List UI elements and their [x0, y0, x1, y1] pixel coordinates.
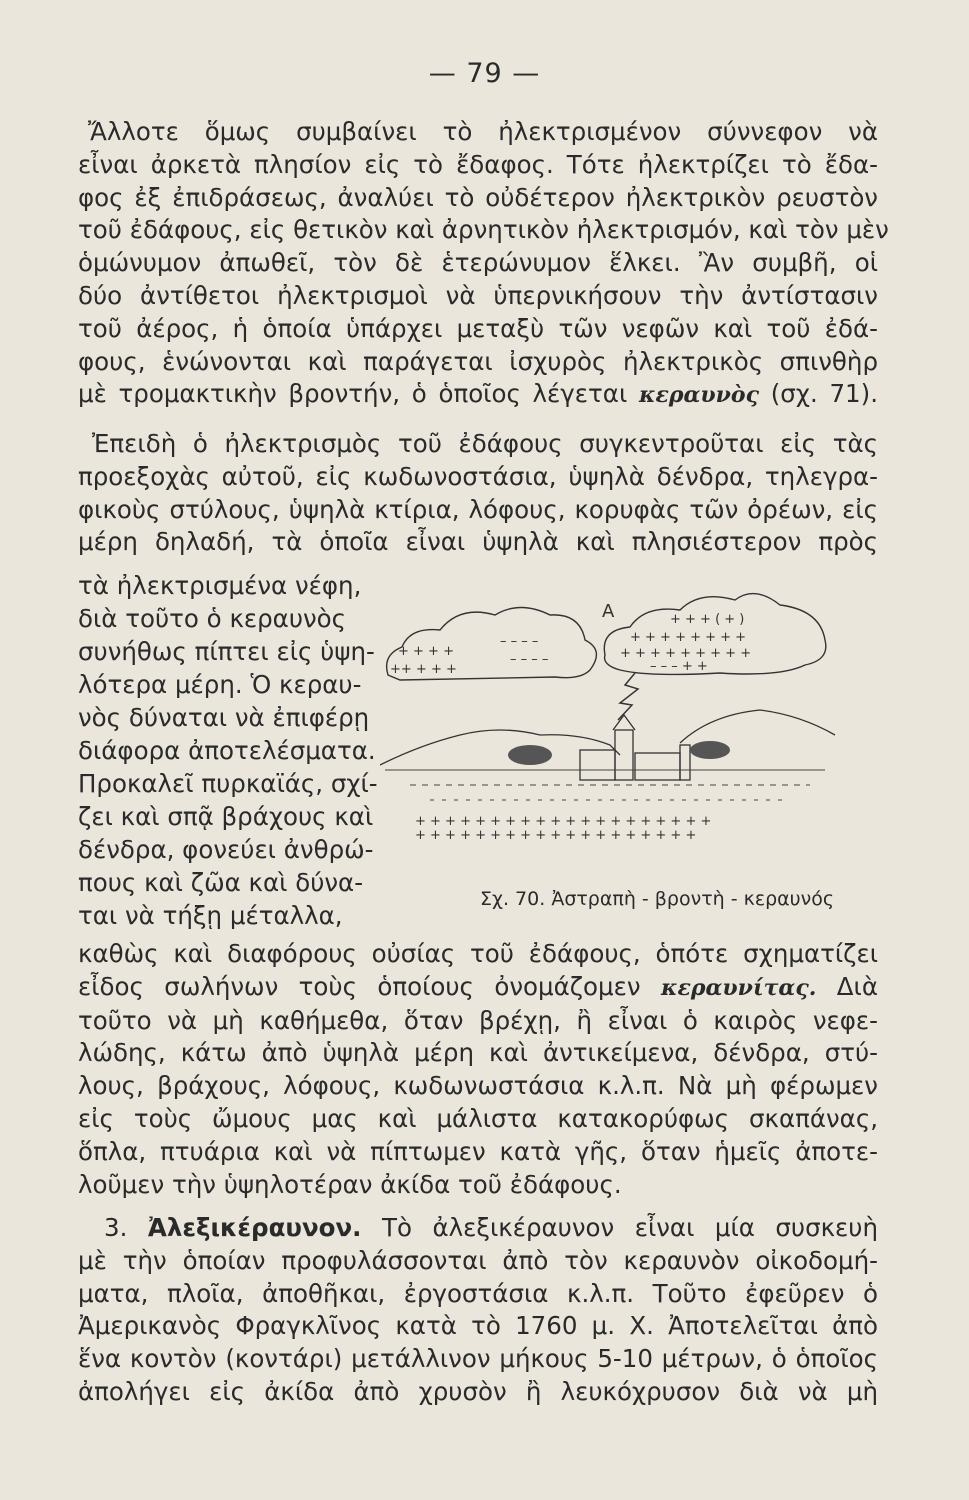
text-line: εἰς τοὺς ὤμους μας καὶ μάλιστα κατακορύφως σκαπάνας, — [78, 1103, 878, 1133]
column-line: συνήθως πίπτει εἰς ὑψη- — [78, 637, 375, 666]
svg-text:+ + + +: + + + + — [398, 644, 454, 659]
text-line: λοῦμεν τὴν ὑψηλοτέραν ἀκίδα τοῦ ἐδάφους. — [78, 1169, 622, 1199]
column-line: πους καὶ ζῶα καὶ δύνα- — [78, 868, 364, 897]
column-line: νὸς δύναται νὰ ἐπιφέρῃ — [78, 703, 370, 732]
mountains-icon — [380, 710, 835, 765]
column-line: ται νὰ τήξῃ μέταλλα, — [78, 901, 343, 930]
trees-icon — [508, 741, 730, 765]
svg-text:+ + + + + + + + + + + + + + +: + + + + + + + + + + + + + + + + + + + — [415, 828, 697, 843]
text-line: τοῦ ἐδάφους, εἰς θετικὸν καὶ ἀρνητικὸν ἠλεκτρισμόν, καὶ τὸν μὲν — [78, 215, 889, 245]
term-keraunitas: κεραυνίτας. — [660, 974, 817, 1001]
column-line: τὰ ἠλεκτρισμένα νέφη, — [78, 571, 362, 600]
text-line: τοῦτο νὰ μὴ καθήμεθα, ὅταν βρέχῃ, ἢ εἶναι ὁ καιρὸς νεφε- — [78, 1005, 878, 1035]
text-line: εἶναι ἀρκετὰ πλησίον εἰς τὸ ἔδαφος. Τότε ἠλεκτρίζει τὸ ἔδα- — [78, 149, 878, 179]
svg-text:+ + + + + + + + +: + + + + + + + + + — [620, 646, 752, 661]
ground-lines — [385, 770, 825, 800]
lightning-figure — [380, 585, 840, 855]
column-line: δένδρα, φονεύει ἀνθρώ- — [78, 835, 374, 864]
svg-text:– – – –: – – – – — [500, 634, 539, 649]
text-line: λώδης, κάτω ἀπὸ ὑψηλὰ μέρη καὶ ἀντικείμενα, δένδρα, στύ- — [78, 1038, 878, 1068]
column-line: ζει καὶ σπᾷ βράχους καὶ — [78, 802, 374, 831]
text-line: φους, ἑνώνονται καὶ παράγεται ἰσχυρὸς ἠλεκτρικὸς σπινθὴρ — [78, 346, 878, 376]
figure-caption: Σχ. 70. Ἀστραπὴ - βροντὴ - κεραυνός — [480, 888, 835, 910]
text-line: προεξοχὰς αὐτοῦ, εἰς κωδωνοστάσια, ὑψηλὰ δένδρα, τηλεγρα- — [78, 461, 878, 491]
lightning-bolt-icon — [618, 673, 638, 720]
text-line: φικοὺς στύλους, ὑψηλὰ κτίρια, λόφους, κορυφὰς τῶν ὀρέων, εἰς — [78, 494, 878, 524]
text-line: μὲ τὴν ὁποίαν προφυλάσσονται ἀπὸ τὸν κεραυνὸν οἰκοδομή- — [78, 1245, 878, 1275]
text-line: Ἀμερικανὸς Φραγκλῖνος κατὰ τὸ 1760 μ. Χ. Ἀποτελεῖται ἀπὸ — [78, 1311, 878, 1341]
section-number: 3. — [104, 1213, 128, 1242]
column-line: λότερα μέρη. Ὁ κεραυ- — [78, 670, 362, 699]
text-line: φος ἐξ ἐπιδράσεως, ἀναλύει τὸ οὐδέτερον ἠλεκτρικὸν ρευστὸν — [78, 182, 878, 212]
text-line: ματα, πλοῖα, ἀποθῆκαι, ἐργοστάσια κ.λ.π. Τοῦτο ἐφεῦρεν ὁ — [78, 1278, 878, 1308]
text-line: ὅπλα, πτυάρια καὶ νὰ πίπτωμεν κατὰ γῆς, ὅταν ἡμεῖς ἀποτε- — [78, 1136, 878, 1166]
svg-text:+ + + + + + + +: + + + + + + + + — [630, 630, 747, 645]
page-number: — 79 — — [428, 58, 541, 89]
text-fragment: μὲ τρομακτικὴν βροντήν, ὁ ὁποῖος λέγεται — [78, 379, 628, 409]
column-line: διάφορα ἀποτελέσματα. — [78, 736, 376, 765]
text-line — [78, 971, 878, 1005]
figure-label-a: A — [602, 601, 615, 622]
text-line: μέρη δηλαδή, τὰ ὁποῖα εἶναι ὑψηλὰ καὶ πλησιέστερον πρὸς — [78, 527, 878, 557]
section-heading-line — [78, 1212, 878, 1245]
text-fragment: Διὰ — [836, 971, 878, 1001]
text-line: Ἄλλοτε ὅμως συμβαίνει τὸ ἠλεκτρισμένον σύννεφον νὰ — [88, 117, 878, 146]
text-line — [78, 378, 878, 412]
column-line: διὰ τοῦτο ὁ κεραυνὸς — [78, 604, 347, 633]
paragraph-high-places — [78, 428, 878, 559]
text-line: ἀπολήγει εἰς ἀκίδα ἀπὸ χρυσὸν ἢ λευκόχρυσον διὰ νὰ μὴ — [78, 1376, 878, 1406]
svg-text:+ + + ( + ): + + + ( + ) — [670, 612, 745, 627]
term-keravnos: κεραυνὸς — [638, 382, 759, 409]
text-fragment: Τὸ ἀλεξικέραυνον εἶναι μία συσκευὴ — [382, 1213, 878, 1242]
svg-text:– – – –: – – – – — [510, 652, 549, 667]
text-line: καθὼς καὶ διαφόρους οὐσίας τοῦ ἐδάφους, ὁπότε σχηματίζει — [78, 939, 878, 968]
svg-text:++ + + +: ++ + + + — [390, 662, 457, 677]
section-alexikeraunon — [78, 1212, 878, 1409]
text-fragment: εἶδος σωλήνων τοὺς ὁποίους ὀνομάζομεν — [78, 971, 641, 1001]
text-fragment: (σχ. 71). — [770, 379, 878, 409]
svg-text:– – – + +: – – – + + — [650, 659, 708, 674]
section-title: Ἀλεξικέραυνον. — [147, 1213, 362, 1242]
column-line: Προκαλεῖ πυρκαϊάς, σχί- — [78, 769, 378, 798]
text-line: δύο ἀντίθετοι ἠλεκτρισμοὶ νὰ ὑπερνικήσουν τὴν ἀντίστασιν — [78, 280, 878, 310]
svg-text:+ + + + + + + + + + + + + + +: + + + + + + + + + + + + + + + + + + + + — [415, 814, 712, 829]
text-line: τοῦ ἀέρος, ἡ ὁποία ὑπάρχει μεταξὺ τῶν νεφῶν καὶ τοῦ ἐδά- — [78, 313, 878, 343]
paragraph-lightning-ground — [78, 116, 889, 412]
text-line: Ἐπειδὴ ὁ ἠλεκτρισμὸς τοῦ ἐδάφους συγκεντροῦται εἰς τὰς — [92, 429, 878, 458]
paragraph-keraunites — [78, 938, 878, 1201]
text-line: ὁμώνυμον ἀπωθεῖ, τὸν δὲ ἑτερώνυμον ἕλκει. Ἂν συμβῆ, οἱ — [78, 248, 878, 278]
text-line: ἕνα κοντὸν (κοντάρι) μετάλλινον μήκους 5-10 μέτρων, ὁ ὁποῖος — [78, 1344, 878, 1374]
text-line: λους, βράχους, λόφους, κωδωνωστάσια κ.λ.π. Νὰ μὴ φέρωμεν — [78, 1071, 878, 1101]
